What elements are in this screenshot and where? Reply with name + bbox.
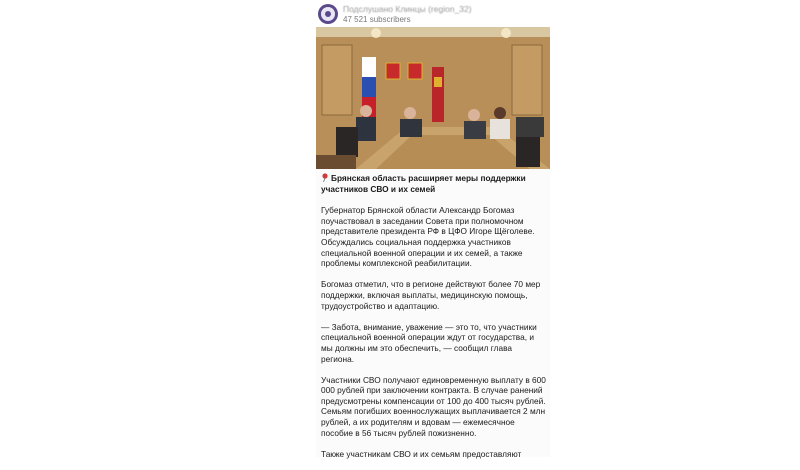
pushpin-icon: [321, 173, 329, 182]
channel-name[interactable]: Подслушано Клинцы (region_32): [343, 4, 472, 14]
post-photo[interactable]: [316, 27, 550, 169]
post-paragraph: Богомаз отметил, что в регионе действуют более 70 мер поддержки, включая выплаты, медицинскую помощь, трудоустройство и адаптацию.: [321, 279, 541, 311]
channel-header[interactable]: [318, 2, 558, 26]
post-paragraph: Губернатор Брянской области Александр Богомаз поучаствовал в заседании Совета при полномочном представителе президента РФ в ЦФО Игоре Щёголеве. Обсуждались социальная поддержка участников специальной военной операции и их семей, а также проблемы комплексной реабилитации.: [321, 205, 535, 269]
subscriber-count: 47 521 subscribers: [343, 15, 411, 24]
channel-post: [316, 27, 550, 457]
meeting-photo-illustration: [316, 27, 550, 169]
post-headline-text: Брянская область расширяет меры поддержки участников СВО и их семей: [321, 173, 526, 194]
post-headline: [321, 173, 547, 194]
avatar-emblem-center: [325, 11, 331, 17]
post-paragraph: — Забота, внимание, уважение — это то, что участники специальной военной операции ждут от государства, и мы должны им это обеспечить, — сообщил глава региона.: [321, 321, 537, 364]
post-paragraph: Участники СВО получают единовременную выплату в 600 000 рублей при заключении контракта. В случае ранений предусмотрены компенсации от 100 до 400 тысяч рублей. Семьям погибших военнослужащих выплачивается 2 млн рублей, а их родителям и вдовам — ежемесячное пособие в 56 тысяч рублей пожизненно.: [321, 374, 546, 438]
channel-avatar[interactable]: [318, 4, 338, 24]
post-body: [321, 173, 547, 470]
post-paragraph: Также участникам СВО и их семьям предоставляют: [321, 448, 522, 459]
